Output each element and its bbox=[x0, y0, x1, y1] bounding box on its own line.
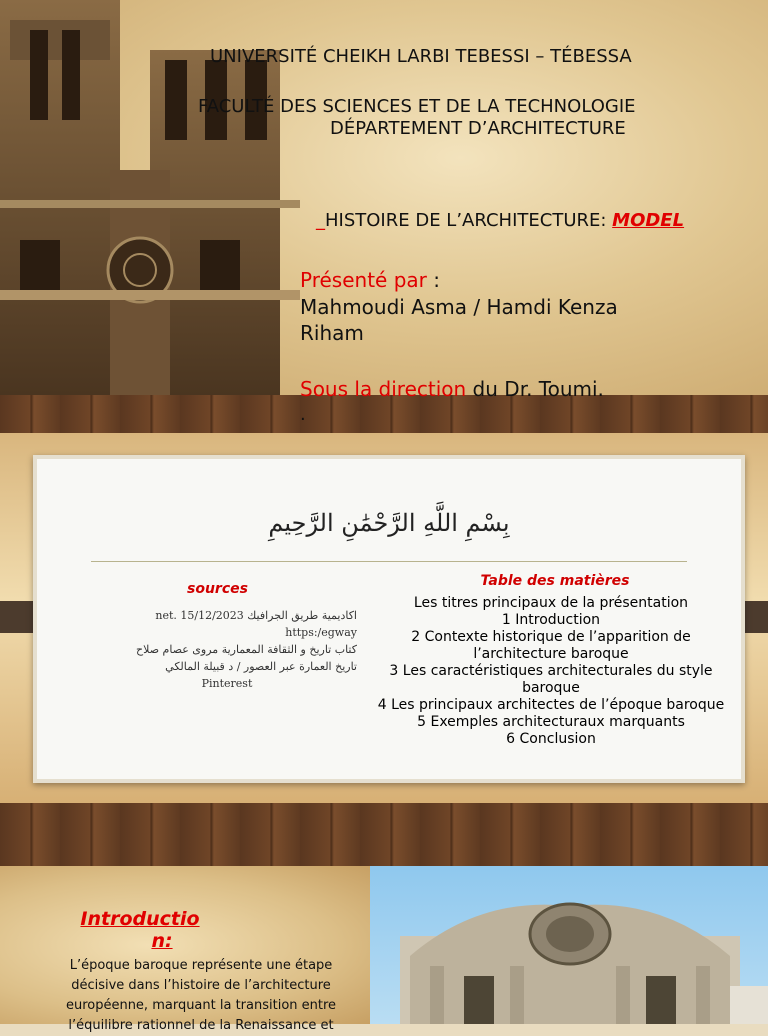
toc-title bbox=[375, 573, 735, 589]
direction-line bbox=[300, 377, 604, 401]
intro-line: l’équilibre rationnel de la Renaissance et bbox=[68, 1018, 334, 1033]
basmala: بِسْمِ اللَّهِ الرَّحْمَٰنِ الرَّحِيمِ bbox=[268, 509, 510, 537]
intro-line: décisive dans l’histoire de l’architecture bbox=[71, 978, 331, 993]
source-item: Pinterest bbox=[201, 677, 253, 690]
subject-highlight: MODEL bbox=[612, 210, 685, 231]
source-item: اكاديمية طريق الجرافيك 15/12/2023 .net https:/egway bbox=[155, 609, 357, 639]
toc-item: 5 Exemples architecturaux marquants bbox=[417, 714, 685, 730]
sources-list bbox=[97, 607, 357, 692]
toc-item: 6 Conclusion bbox=[506, 731, 596, 747]
toc-item: 3 Les caractéristiques architecturales du style baroque bbox=[389, 663, 713, 696]
subject-prefix: _ bbox=[316, 210, 325, 231]
baroque-facade-image bbox=[370, 866, 768, 1024]
intro-title-line-1: Introductio bbox=[80, 908, 200, 930]
presented-label: Présenté par bbox=[300, 268, 427, 292]
subject-line bbox=[316, 210, 684, 232]
toc-title-text: Table des matières bbox=[480, 573, 630, 589]
department-name: DÉPARTEMENT D’ARCHITECTURE bbox=[330, 118, 626, 139]
trailing-dot: . bbox=[300, 404, 306, 425]
university-name: UNIVERSITÉ CHEIKH LARBI TEBESSI – TÉBESSA bbox=[210, 46, 632, 67]
toc-item: 4 Les principaux architectes de l’époque baroque bbox=[377, 697, 725, 713]
sources-toc-slide bbox=[0, 433, 768, 803]
intro-body bbox=[56, 956, 346, 1036]
intro-line: européenne, marquant la transition entre bbox=[65, 998, 337, 1013]
intro-line: L’époque baroque représente une étape bbox=[69, 958, 333, 973]
subject-text: HISTOIRE DE L’ARCHITECTURE: bbox=[325, 210, 613, 231]
introduction-slide bbox=[0, 866, 370, 1033]
toc-item: 2 Contexte historique de l’apparition de l’architecture baroque bbox=[411, 629, 691, 662]
authors-line-2: Riham bbox=[300, 321, 364, 345]
title-slide bbox=[0, 0, 768, 395]
direction-label: Sous la direction bbox=[300, 377, 467, 401]
toc-item: 1 Introduction bbox=[501, 612, 601, 628]
presented-colon: : bbox=[426, 268, 440, 292]
authors-line-1: Mahmoudi Asma / Hamdi Kenza bbox=[300, 295, 618, 319]
sources-title: sources bbox=[187, 581, 248, 597]
toc-list bbox=[371, 595, 731, 748]
faculty-name: FACULTÉ DES SCIENCES ET DE LA TECHNOLOGIE bbox=[198, 96, 636, 117]
direction-rest: du Dr. Toumi. bbox=[466, 377, 604, 401]
wood-floor-divider bbox=[0, 803, 768, 866]
baroque-building-photo bbox=[370, 866, 768, 1024]
toc-item: Les titres principaux de la présentation bbox=[413, 595, 689, 611]
source-item: كتاب تاريخ و الثقافة المعمارية مروى عصام صلاح bbox=[136, 643, 357, 656]
intro-title-line-2: n: bbox=[151, 930, 173, 952]
source-item: تاريخ العمارة عبر العصور / د قبيلة المالكي bbox=[165, 660, 357, 673]
divider-line bbox=[91, 561, 687, 562]
intro-title bbox=[70, 908, 210, 952]
presented-by-line bbox=[300, 268, 440, 292]
